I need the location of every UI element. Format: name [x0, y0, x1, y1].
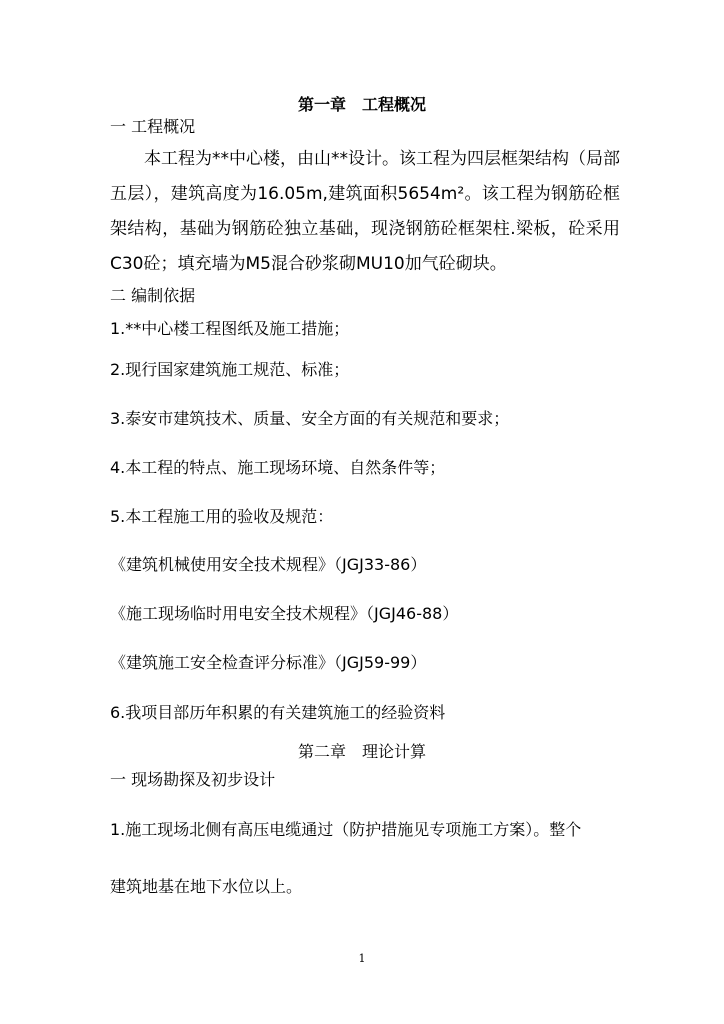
- basis-item-2: 2.现行国家建筑施工规范、标准；: [110, 360, 350, 379]
- chapter-1-title: 第一章 工程概况: [297, 95, 426, 114]
- standard-item: 《施工现场临时用电安全技术规程》（JGJ46-88）: [110, 604, 459, 623]
- basis-item-6: 6.我项目部历年积累的有关建筑施工的经验资料: [110, 703, 446, 722]
- standard-item: 《建筑施工安全检查评分标准》（JGJ59-99）: [110, 653, 427, 672]
- chapter-2-title: 第二章 理论计算: [297, 742, 426, 761]
- standard-item: 《建筑机械使用安全技术规程》（JGJ33-86）: [110, 555, 427, 574]
- section-survey-heading: 一 现场勘探及初步设计: [110, 770, 276, 789]
- basis-item-3: 3.泰安市建筑技术、质量、安全方面的有关规范和要求；: [110, 409, 510, 428]
- basis-item-1: 1.**中心楼工程图纸及施工措施；: [110, 319, 350, 338]
- section-basis-heading: 二 编制依据: [110, 286, 196, 305]
- section-overview-heading: 一 工程概况: [110, 117, 196, 136]
- page-number: 1: [358, 952, 366, 965]
- survey-item-1-line-1: 1.施工现场北侧有高压电缆通过（防护措施见专项施工方案）。整个: [110, 820, 582, 839]
- overview-paragraph: 本工程为**中心楼，由山**设计。该工程为四层框架结构（局部五层），建筑高度为16.05m,建筑面积5654m²。该工程为钢筋砼框架结构，基础为钢筋砼独立基础，现浇钢筋砼框架柱.梁板，砼采用C30砼；填充墙为M5混合砂浆砌MU10加气砼砌块。: [110, 149, 620, 274]
- basis-item-4: 4.本工程的特点、施工现场环境、自然条件等；: [110, 458, 446, 477]
- survey-item-1-line-2: 建筑地基在地下水位以上。: [110, 877, 303, 896]
- basis-item-5: 5.本工程施工用的验收及规范：: [110, 507, 334, 526]
